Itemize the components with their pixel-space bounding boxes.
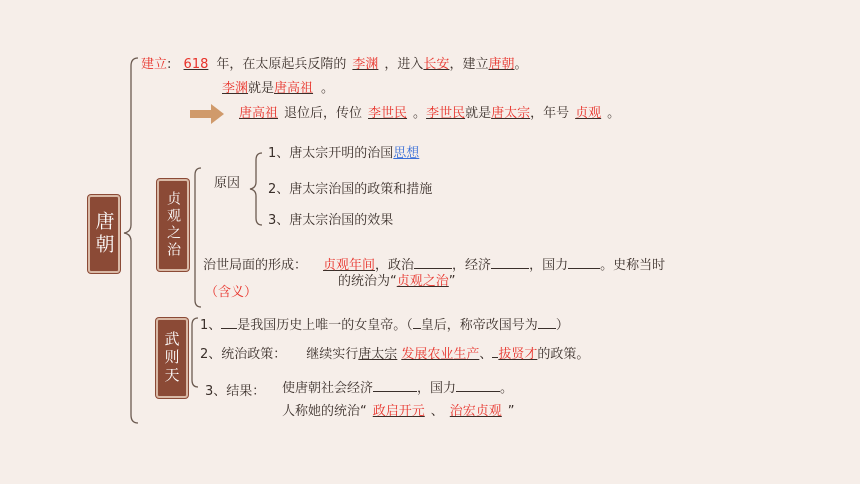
power-blank xyxy=(568,255,600,269)
wu-policy-agriculture: 发展农业生产 xyxy=(401,347,480,362)
wu-name-zhenguan: 治宏贞观 xyxy=(449,404,502,419)
founding-text-3: ，建立 xyxy=(449,57,489,72)
wu-item-3-text-1: 使唐朝社会经济 xyxy=(282,381,374,396)
wu-name-kaiyuan: 政启开元 xyxy=(372,404,425,419)
meaning-label: （含义） xyxy=(205,285,258,300)
wu-item-3-line-1 xyxy=(282,378,513,398)
title-box-text: 唐朝 xyxy=(92,211,115,257)
dynasty-name: 唐朝 xyxy=(488,57,515,72)
formation-label: 治世局面的形成： xyxy=(203,258,308,273)
gaozu-line xyxy=(222,80,334,98)
reason-item-1-text: 1、唐太宗开明的治国 xyxy=(268,146,394,161)
wu-item-3-text-3: 。 xyxy=(500,381,514,396)
wu-name-blank xyxy=(221,315,237,329)
succession-heir: 李世民 xyxy=(368,106,408,121)
arrow-head xyxy=(211,104,224,124)
wu-item-1-close: ） xyxy=(555,318,569,333)
wu-item-1-mid: 是我国历史上唯一的女皇帝。（ xyxy=(237,318,413,333)
wu-item-3-label: 3、结果： xyxy=(205,384,266,399)
formation-line xyxy=(203,255,665,275)
formation-text-1: ，政治 xyxy=(375,258,415,273)
succession-text-1: 退位后，传位 xyxy=(284,106,363,121)
box-wuzetian xyxy=(156,318,188,398)
economy-blank xyxy=(491,255,529,269)
formation-text-4: 。史称当时 xyxy=(600,258,666,273)
formation-text-5: 的统治为“ xyxy=(338,274,397,289)
formation-text-2: ，经济 xyxy=(452,258,492,273)
wu-policy-talent: 拔贤才 xyxy=(498,347,538,362)
founding-colon: : xyxy=(167,57,172,72)
wu-item-2-text-1: 继续实行 xyxy=(306,347,359,362)
wu-item-2 xyxy=(200,344,589,364)
reason-item-3: 3、唐太宗治国的效果 xyxy=(268,213,394,228)
succession-who: 唐高祖 xyxy=(239,106,279,121)
founding-text-2: ，进入 xyxy=(384,57,424,72)
wu-item-2-label: 2、统治政策： xyxy=(200,347,287,362)
gaozu-text-2: 。 xyxy=(321,81,335,96)
gaozu-title: 唐高祖 xyxy=(274,81,314,96)
reason-item-1-highlight: 思想 xyxy=(393,146,420,161)
wu-item-2-emperor: 唐太宗 xyxy=(358,347,398,362)
reason-item-1 xyxy=(268,145,419,163)
emperor-taizong: 唐太宗 xyxy=(491,106,531,121)
gaozu-text-1: 就是 xyxy=(248,81,275,96)
box-zhenguan xyxy=(157,179,189,271)
era-name: 贞观 xyxy=(575,106,602,121)
politics-blank xyxy=(414,255,452,269)
wu-item-3-close: ” xyxy=(507,404,515,419)
wu-queen-blank xyxy=(413,315,421,329)
wu-item-2-sep: 、 xyxy=(479,347,493,362)
formation-text-6: ” xyxy=(448,274,456,289)
wu-item-3-text-2: ，国力 xyxy=(417,381,457,396)
wu-item-3-sep: 、 xyxy=(430,404,444,419)
founding-text-4: 。 xyxy=(514,57,528,72)
wu-economy-blank xyxy=(373,378,417,392)
succession-text-4: ，年号 xyxy=(530,106,570,121)
wu-dynasty-blank xyxy=(538,315,556,329)
wu-item-3-text-4: 人称她的统治“ xyxy=(282,404,367,419)
succession-heir-2: 李世民 xyxy=(426,106,466,121)
box-wuzetian-text: 武则天 xyxy=(162,331,181,385)
founding-label: 建立 xyxy=(141,57,168,72)
title-box-tang xyxy=(88,195,120,273)
wu-item-1 xyxy=(200,315,569,335)
zhenguan-name: 贞观之治 xyxy=(396,274,449,289)
succession-text-2: 。 xyxy=(413,106,427,121)
formation-text-3: ，国力 xyxy=(529,258,569,273)
succession-line xyxy=(233,105,620,123)
succession-text-5: 。 xyxy=(607,106,621,121)
founding-year: 618 xyxy=(183,57,209,72)
gaozu-person: 李渊 xyxy=(222,81,249,96)
wu-item-1-prefix: 1、 xyxy=(200,318,222,333)
founding-line xyxy=(141,56,527,74)
reason-item-2: 2、唐太宗治国的政策和措施 xyxy=(268,182,433,197)
capital-city: 长安 xyxy=(423,57,450,72)
succession-text-3: 就是 xyxy=(465,106,492,121)
wu-power-blank xyxy=(456,378,500,392)
wu-item-2-text-2: 的政策。 xyxy=(537,347,590,362)
formation-line-2 xyxy=(338,273,456,291)
arrow-shaft xyxy=(190,110,212,118)
wu-item-3-line-2 xyxy=(282,403,515,421)
box-zhenguan-text: 贞观之治 xyxy=(165,191,181,259)
founder-name: 李渊 xyxy=(352,57,379,72)
founding-text-1: 年，在太原起兵反隋的 xyxy=(216,57,347,72)
reasons-label: 原因 xyxy=(214,176,241,191)
wu-item-1-end: 皇后，称帝改国号为 xyxy=(420,318,538,333)
formation-era: 贞观年间 xyxy=(323,258,376,273)
